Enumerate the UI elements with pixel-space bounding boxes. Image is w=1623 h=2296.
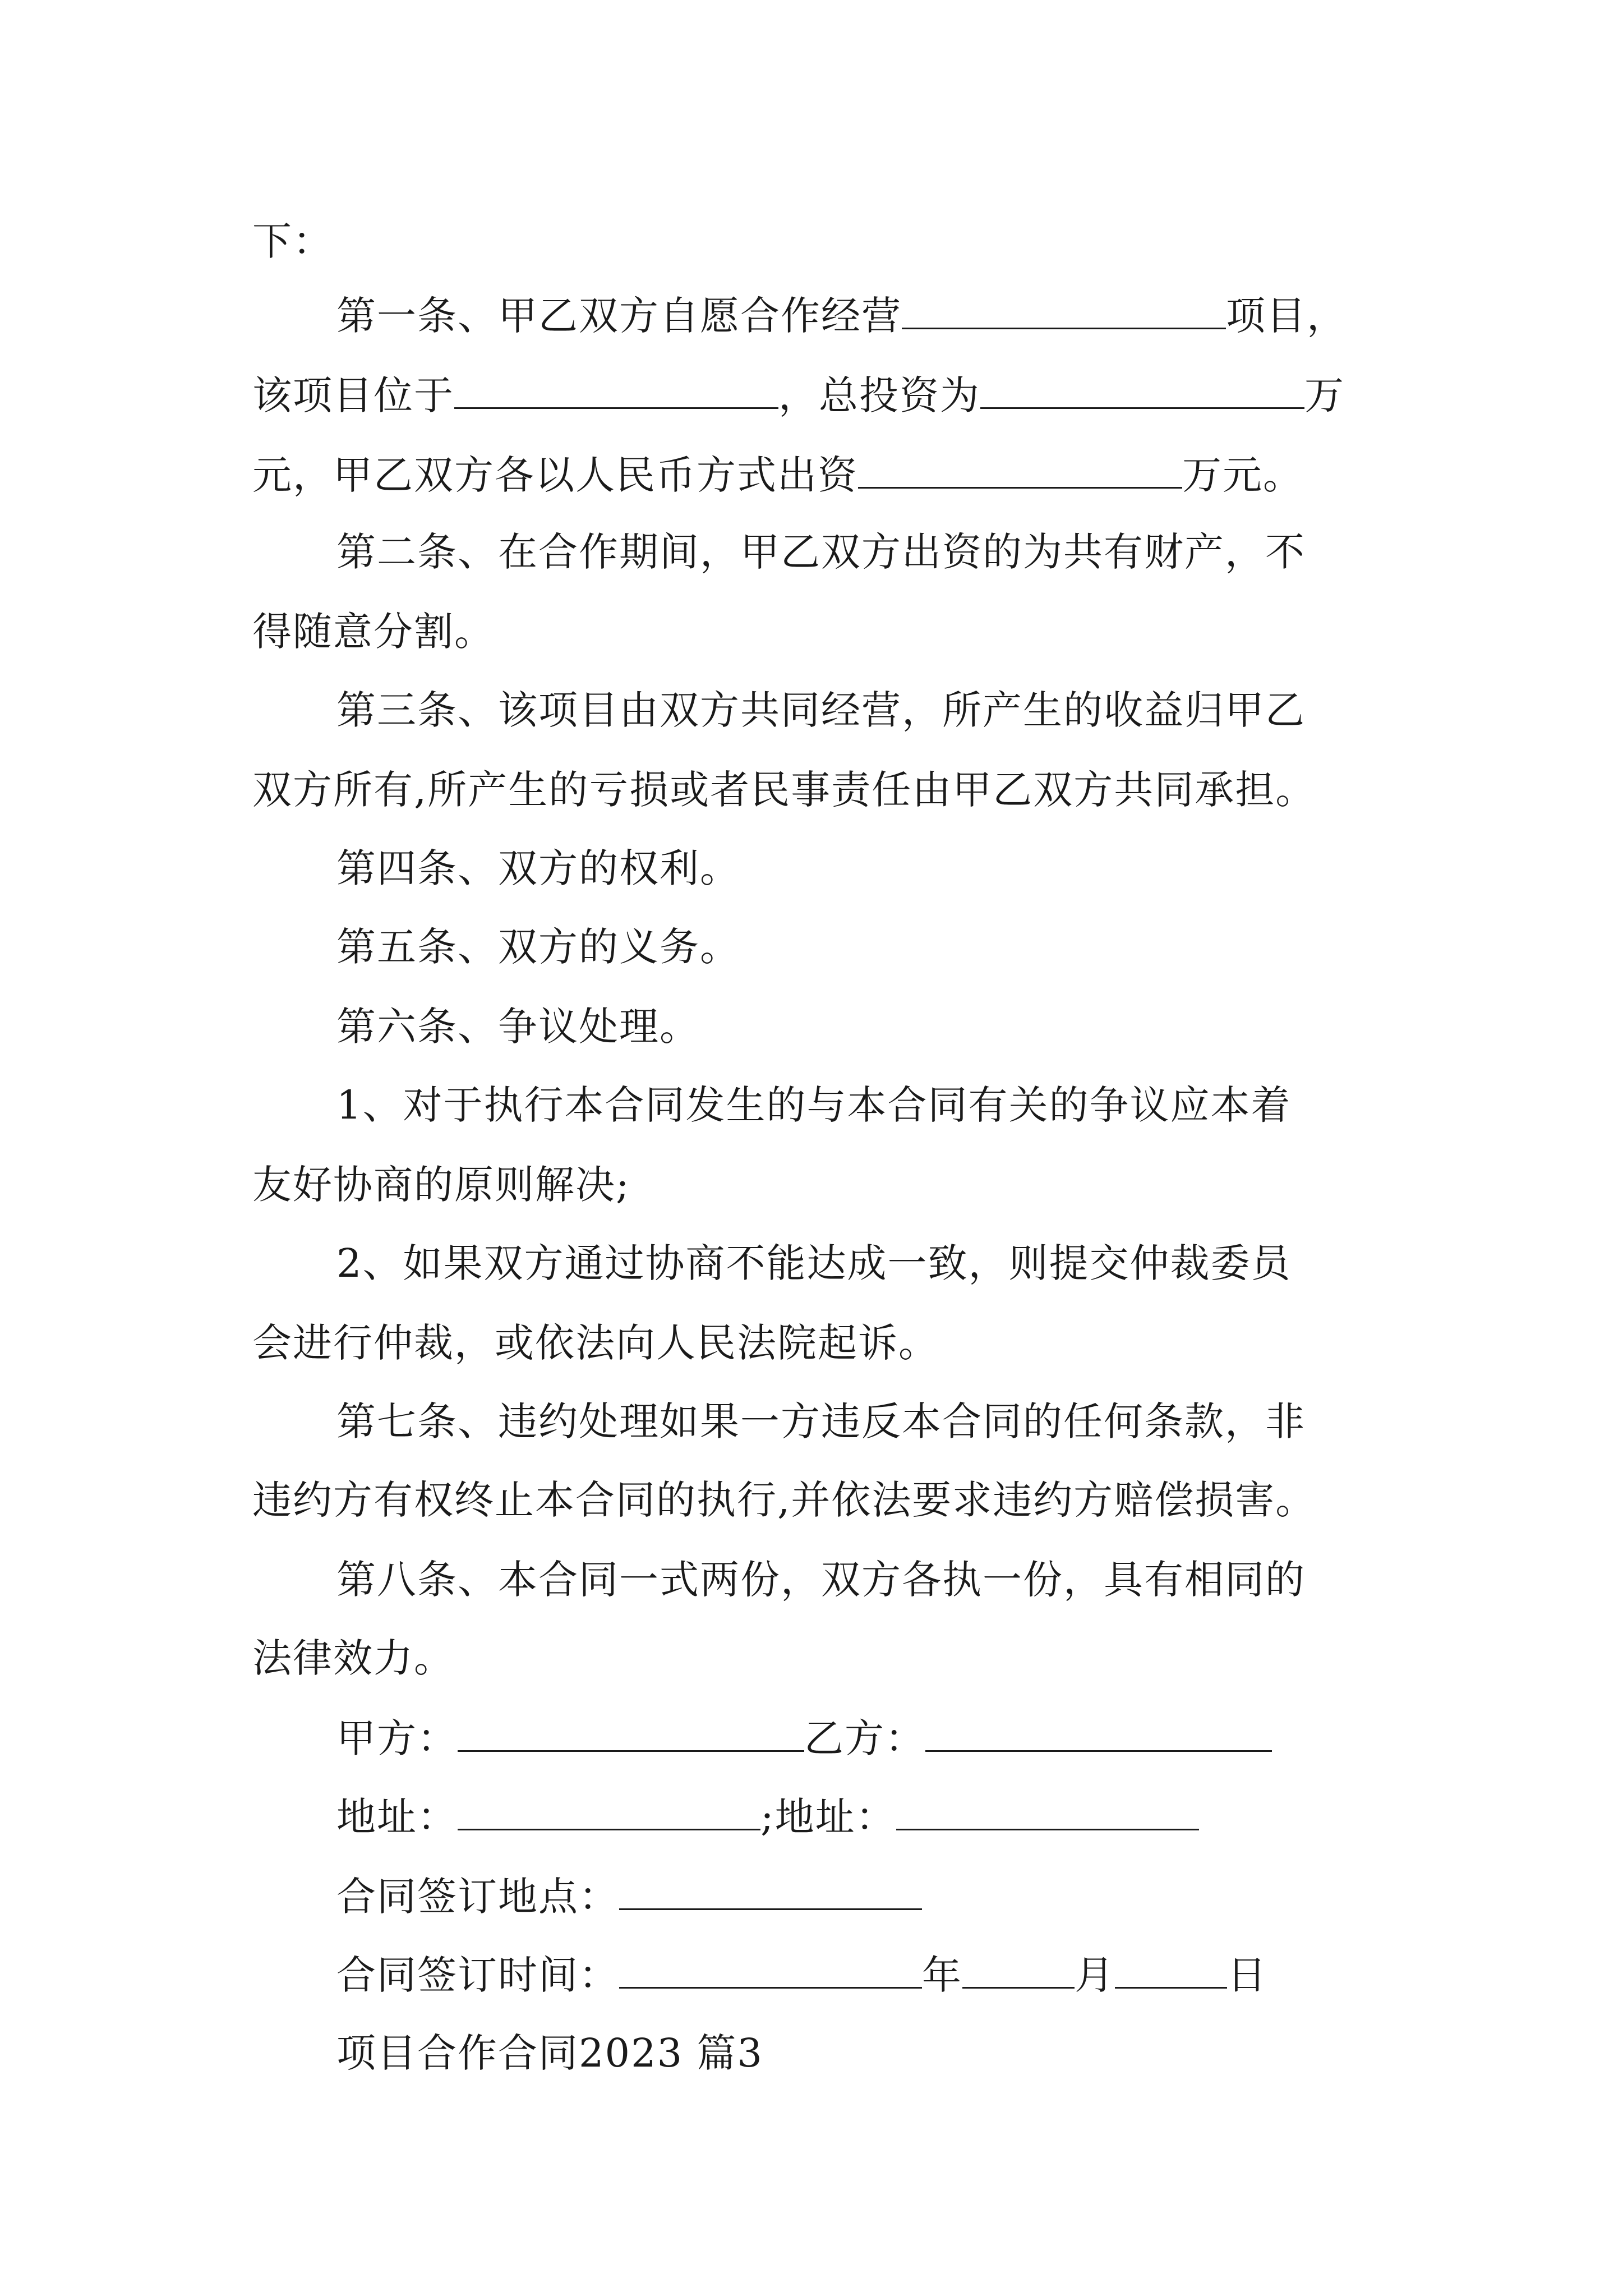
signing-day-blank [1115,1952,1227,1989]
article-6-item-1-line-2 [252,1163,630,1206]
year-label: 年 [922,1952,962,1998]
signing-place-line [336,1874,922,1918]
article-1-line-2 [252,372,1345,417]
article-6-item-1-text: 1、对于执行本合同发生的与本合同有关的争议应本着 [336,1082,1292,1128]
article-1-text: 万 [1304,372,1345,418]
article-5-text: 第五条、双方的义务。 [336,924,740,970]
article-8-line-1 [336,1558,1306,1601]
article-4-text: 第四条、双方的权利。 [336,845,740,891]
article-7-text: 违约方有权终止本合同的执行,并依法要求违约方赔偿损害。 [252,1477,1316,1523]
text-line [252,220,333,263]
article-6-item-1-line-1 [336,1084,1292,1126]
article-1-line-1 [336,293,1347,337]
article-3-text: 双方所有,所产生的亏损或者民事责任由甲乙双方共同承担。 [252,767,1316,813]
address-line [336,1794,1199,1838]
article-6-item-2-line-1 [336,1242,1292,1285]
article-7-text: 第七条、违约处理如果一方违反本合同的任何条款，非 [336,1398,1306,1444]
signing-year-blank [619,1952,922,1989]
party-a-blank [458,1715,804,1752]
party-signature-line [336,1715,1272,1760]
capital-contribution-blank [858,452,1182,489]
signing-date-label: 合同签订时间： [336,1952,619,1998]
article-6 [336,1005,700,1048]
article-7-line-1 [336,1400,1306,1443]
article-2-text: 第二条、在合作期间，甲乙双方出资的为共有财产，不 [336,529,1306,575]
article-1-text: ，总投资为 [778,372,980,418]
signing-place-label: 合同签订地点： [336,1874,619,1920]
article-3-text: 第三条、该项目由双方共同经营，所产生的收益归甲乙 [336,687,1306,733]
section-heading [336,2032,763,2074]
article-1-text: 该项目位于 [252,372,454,418]
article-5 [336,926,740,968]
article-1-text: 第一条、甲乙双方自愿合作经营 [336,293,902,339]
signing-place-blank [619,1874,922,1910]
article-1-text: 项目， [1226,293,1347,339]
article-8-text: 法律效力。 [252,1635,454,1681]
day-label: 日 [1227,1952,1267,1998]
project-location-blank [454,372,778,409]
article-3-line-2 [252,769,1316,811]
article-6-item-2-text: 会进行仲裁，或依法向人民法院起诉。 [252,1320,939,1366]
month-label: 月 [1075,1952,1115,1998]
article-2-line-2 [252,610,495,653]
party-b-blank [925,1715,1272,1752]
article-8-text: 第八条、本合同一式两份，双方各执一份，具有相同的 [336,1557,1306,1603]
article-3-line-1 [336,689,1306,731]
article-4 [336,847,740,890]
article-1-line-3 [252,452,1303,496]
party-b-address-blank [896,1794,1199,1830]
section-heading-text: 项目合作合同2023 篇3 [336,2030,763,2076]
article-7-line-2 [252,1479,1316,1521]
party-a-label: 甲方： [336,1715,458,1761]
party-b-label: 乙方： [804,1715,925,1761]
total-investment-blank [980,372,1304,409]
party-a-address-blank [458,1794,760,1830]
article-2-line-1 [336,531,1306,573]
article-6-text: 第六条、争议处理。 [336,1004,700,1050]
article-6-item-2-line-2 [252,1322,939,1364]
article-1-text: 万元。 [1182,452,1303,498]
party-b-address-label: ;地址： [760,1794,896,1840]
article-6-item-1-text: 友好协商的原则解决; [252,1162,630,1208]
party-a-address-label: 地址： [336,1794,458,1840]
article-1-text: 元，甲乙双方各以人民币方式出资 [252,452,858,498]
text-continuation: 下： [252,218,333,264]
article-8-line-2 [252,1637,454,1680]
article-2-text: 得随意分割。 [252,609,495,655]
signing-month-blank [962,1952,1075,1989]
article-6-item-2-text: 2、如果双方通过协商不能达成一致，则提交仲裁委员 [336,1240,1292,1286]
project-name-blank [902,293,1226,329]
signing-date-line [336,1952,1267,1996]
